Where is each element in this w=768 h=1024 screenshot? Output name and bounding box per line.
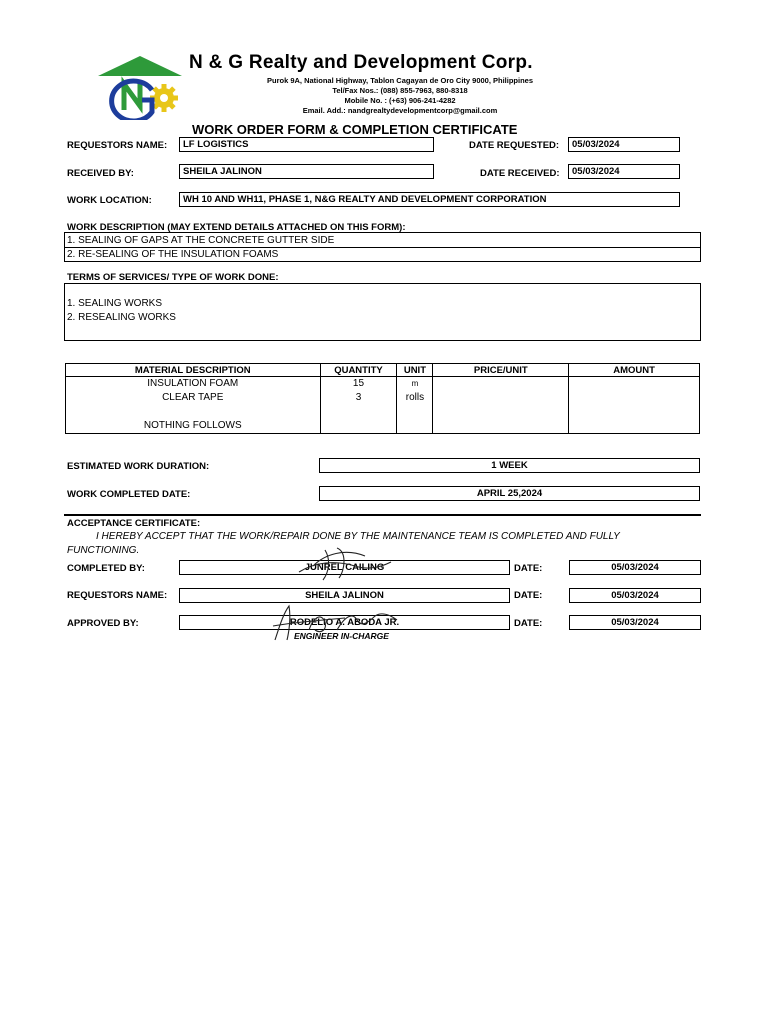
company-name: N & G Realty and Development Corp. [189,52,533,73]
section-divider [64,514,701,516]
completed-by-signature [295,542,395,582]
acceptance-label: ACCEPTANCE CERTIFICATE: [67,518,201,529]
work-description-label: WORK DESCRIPTION (MAY EXTEND DETAILS ATTACHED ON THIS FORM): [67,222,406,233]
date-received-field[interactable]: 05/03/2024 [568,164,680,179]
completed-date-field[interactable]: APRIL 25,2024 [319,486,700,501]
terms-box[interactable] [64,283,701,341]
approved-date-field[interactable]: 05/03/2024 [569,615,701,630]
approved-by-signature [265,600,405,644]
terms-line: 1. SEALING WORKS [67,298,163,309]
received-by-label: RECEIVED BY: [67,168,134,179]
quantity-cell: 15 [320,377,397,392]
amount-cell [569,377,700,392]
terms-line: 2. RESEALING WORKS [67,312,176,323]
requestor-date-field[interactable]: 05/03/2024 [569,588,701,603]
table-row [66,405,700,434]
approved-by-field[interactable]: RODELIO A. ABODA JR. [179,615,510,630]
price-cell [433,405,569,434]
table-row [66,377,700,392]
amount-cell [569,391,700,405]
work-location-label: WORK LOCATION: [67,195,152,206]
material-cell: CLEAR TAPE [66,391,321,405]
col-material-description: MATERIAL DESCRIPTION [66,364,321,377]
estimated-duration-label: ESTIMATED WORK DURATION: [67,461,210,472]
mobile-line: Mobile No. : (+63) 906-241-4282 [344,96,456,105]
col-price-unit: PRICE/UNIT [433,364,569,377]
estimated-duration-field[interactable]: 1 WEEK [319,458,700,473]
work-description-line: 2. RE-SEALING OF THE INSULATION FOAMS [67,249,279,260]
quantity-cell [320,405,397,434]
quantity-cell: 3 [320,391,397,405]
unit-cell: m [397,377,433,392]
col-unit: UNIT [397,364,433,377]
date-label: DATE: [514,590,543,601]
unit-cell [397,405,433,434]
completed-by-field[interactable]: JUNREL CAILING [179,560,510,575]
col-amount: AMOUNT [569,364,700,377]
work-description-line: 1. SEALING OF GAPS AT THE CONCRETE GUTTER SIDE [67,235,335,246]
email-line: Email. Add.: nandgrealtydevelopmentcorp@gmail.com [302,106,498,115]
completed-by-label: COMPLETED BY: [67,563,145,574]
requestors-name-label: REQUESTORS NAME: [67,140,168,151]
work-location-field[interactable]: WH 10 AND WH11, PHASE 1, N&G REALTY AND DEVELOPMENT CORPORATION [179,192,680,207]
completed-date-signoff-field[interactable]: 05/03/2024 [569,560,701,575]
approver-title: ENGINEER IN-CHARGE [294,631,389,641]
approved-by-label: APPROVED BY: [67,618,139,629]
price-cell [433,377,569,392]
terms-label: TERMS OF SERVICES/ TYPE OF WORK DONE: [67,272,279,283]
materials-table [65,363,700,434]
acceptance-requestors-name-label: REQUESTORS NAME: [67,590,168,601]
form-title: WORK ORDER FORM & COMPLETION CERTIFICATE [192,122,518,137]
tel-fax-line: Tel/Fax Nos.: (088) 855-7963, 880-8318 [332,86,468,95]
received-by-field[interactable]: SHEILA JALINON [179,164,434,179]
date-requested-label: DATE REQUESTED: [469,140,560,151]
date-label: DATE: [514,563,543,574]
price-cell [433,391,569,405]
materials-header-row [66,364,700,377]
completed-date-label: WORK COMPLETED DATE: [67,489,191,500]
acceptance-statement: I HEREBY ACCEPT THAT THE WORK/REPAIR DONE BY THE MAINTENANCE TEAM IS COMPLETED AND FULLY [96,531,620,542]
address-line: Purok 9A, National Highway, Tablon Cagayan de Oro City 9000, Philippines [266,76,534,85]
acceptance-statement-cont: FUNCTIONING. [67,545,140,556]
amount-cell [569,405,700,434]
table-row [66,391,700,405]
material-cell: NOTHING FOLLOWS [66,405,321,434]
unit-cell: rolls [397,391,433,405]
date-received-label: DATE RECEIVED: [480,168,560,179]
company-logo [94,54,186,120]
material-cell: INSULATION FOAM [66,377,321,392]
date-requested-field[interactable]: 05/03/2024 [568,137,680,152]
acceptance-requestors-name-field[interactable]: SHEILA JALINON [179,588,510,603]
work-description-box[interactable] [64,232,701,262]
col-quantity: QUANTITY [320,364,397,377]
date-label: DATE: [514,618,543,629]
requestors-name-field[interactable]: LF LOGISTICS [179,137,434,152]
